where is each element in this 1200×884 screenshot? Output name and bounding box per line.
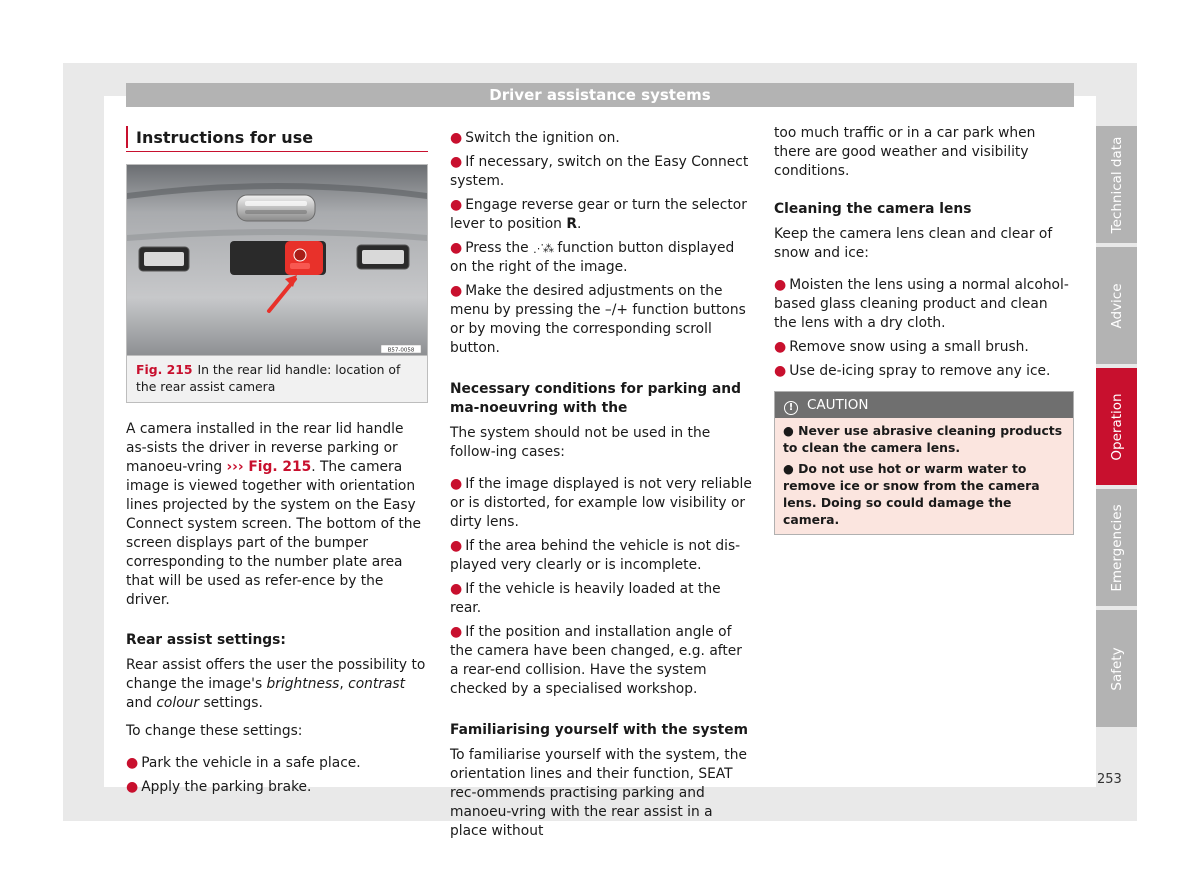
tab-safety[interactable]: Safety [1096, 610, 1137, 727]
list-item: ● If the position and installation angle of the camera have been changed, e.g. after a rear-end collision. Have the system checked by a specialised workshop. [450, 624, 742, 697]
column-2 [450, 124, 752, 841]
figure-215 [126, 164, 428, 403]
list-item: ● Press the ⋰⁂ function button displayed on the right of the image. [450, 240, 735, 275]
familiarising-heading: Familiarising yourself with the system [450, 722, 749, 738]
rear-assist-settings-heading: Rear assist settings: [126, 632, 286, 648]
caution-header: ! CAUTION [775, 392, 1073, 418]
list-item: ● Apply the parking brake. [126, 779, 312, 795]
list-item: ● If the image displayed is not very reliable or is distorted, for example low visibility or dirty lens. [450, 476, 752, 530]
figure-caption [127, 355, 427, 402]
list-item: ● If the area behind the vehicle is not dis-played very clearly or is incomplete. [450, 538, 741, 573]
caution-item: ● Never use abrasive cleaning products to clean the camera lens. [783, 423, 1063, 455]
page-number: 253 [1097, 772, 1122, 787]
section-title: Instructions for use [126, 124, 428, 152]
caution-item: ● Do not use hot or warm water to remove ice or snow from the camera lens. Doing so could damage the camera. [783, 461, 1040, 527]
caution-box [774, 391, 1074, 535]
list-item: ● If the vehicle is heavily loaded at the rear. [450, 581, 721, 616]
continued-paragraph: too much traffic or in a car park when there are good weather and visibility conditions. [774, 125, 1036, 179]
conditions-intro: The system should not be used in the follow-ing cases: [450, 425, 711, 460]
list-item: ● Remove snow using a small brush. [774, 339, 1029, 355]
info-icon: ! [784, 401, 798, 415]
tab-advice[interactable]: Advice [1096, 247, 1137, 364]
rear-assist-button-icon: ⋰⁂ [532, 242, 553, 255]
list-item: ● Switch the ignition on. [450, 130, 620, 146]
tab-technical-data[interactable]: Technical data [1096, 126, 1137, 243]
settings-paragraph: Rear assist offers the user the possibility to change the image's brightness, contrast and colour settings. [126, 657, 426, 711]
column-3 [774, 124, 1074, 535]
tab-operation[interactable]: Operation [1096, 368, 1137, 485]
list-item: ● If necessary, switch on the Easy Connect system. [450, 154, 749, 189]
figure-reference-link[interactable]: ››› Fig. 215 [226, 459, 312, 475]
conditions-heading: Necessary conditions for parking and ma-noeuvring with the [450, 381, 741, 416]
cleaning-intro: Keep the camera lens clean and clear of snow and ice: [774, 226, 1053, 261]
list-item: ● Park the vehicle in a safe place. [126, 755, 361, 771]
list-item: ● Engage reverse gear or turn the selector lever to position R. [450, 197, 747, 232]
column-1 [126, 124, 428, 797]
list-item: ● Make the desired adjustments on the menu by pressing the –/+ function buttons or by moving the corresponding scroll button. [450, 283, 746, 356]
intro-paragraph: A camera installed in the rear lid handle as-sists the driver in reverse parking or manoeu-vring ››› Fig. 215. The camera image is viewed together with orientation lines projected by the system on the Easy Connect system screen. The bottom of the screen displays part of the bumper corresponding to the number plate area that will be used as refer-ence by the driver. [126, 421, 421, 608]
list-item: ● Moisten the lens using a normal alcohol-based glass cleaning product and clean the lens with a dry cloth. [774, 277, 1069, 331]
rear-lid-handle-photo [127, 165, 427, 355]
list-item: ● Use de-icing spray to remove any ice. [774, 363, 1051, 379]
change-settings-line: To change these settings: [126, 723, 303, 739]
caution-body [775, 418, 1073, 534]
chapter-header: Driver assistance systems [126, 83, 1074, 107]
figure-code: B57-0058 [387, 347, 415, 354]
figure-label: Fig. 215 [136, 362, 193, 377]
familiarising-paragraph: To familiarise yourself with the system, the orientation lines and their function, SEAT rec-ommends practising parking and manoeu-vring with the rear assist in a place without [450, 747, 747, 839]
cleaning-heading: Cleaning the camera lens [774, 201, 972, 217]
figure-caption-text: In the rear lid handle: location of the rear assist camera [136, 362, 401, 394]
tab-emergencies[interactable]: Emergencies [1096, 489, 1137, 606]
